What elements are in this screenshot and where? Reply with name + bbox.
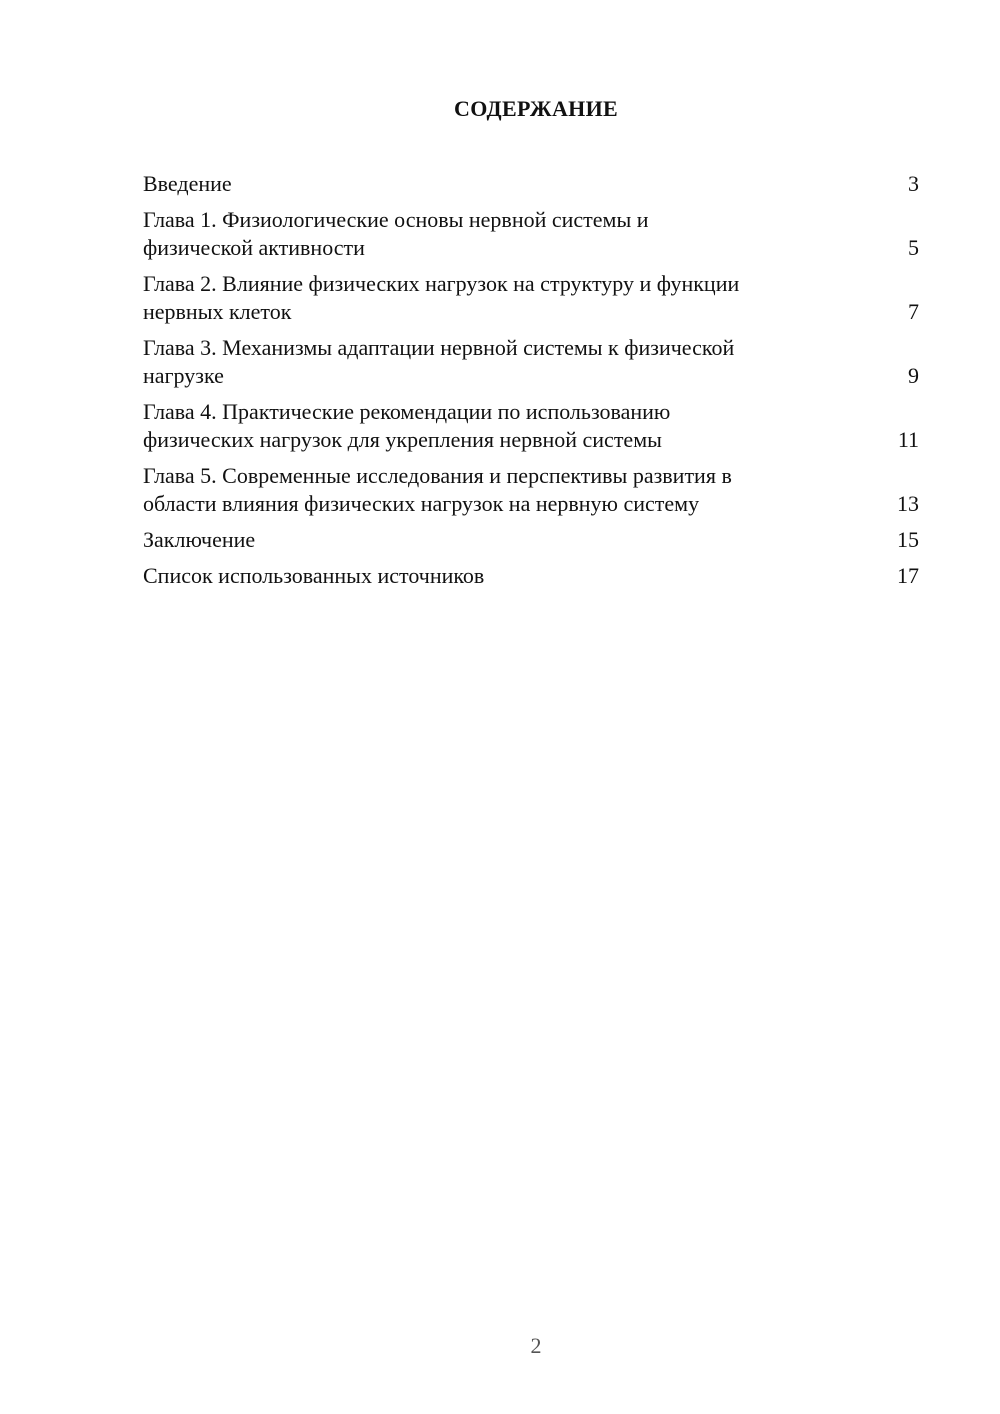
toc-entry-references bbox=[143, 562, 919, 590]
toc-entry-text: Глава 3. Механизмы адаптации нервной системы к физической нагрузке bbox=[143, 335, 735, 388]
toc-entry-page: 15 bbox=[897, 527, 919, 552]
toc-entry-chapter-5 bbox=[143, 462, 919, 518]
toc-entry-chapter-3 bbox=[143, 334, 919, 390]
toc-entry-text: Глава 1. Физиологические основы нервной системы и физической активности bbox=[143, 207, 649, 260]
toc-entry-text: Заключение bbox=[143, 527, 256, 552]
toc-entry-page: 9 bbox=[908, 363, 919, 388]
toc-entry-page: 5 bbox=[908, 235, 919, 260]
table-of-contents bbox=[143, 170, 919, 598]
toc-title: СОДЕРЖАНИЕ bbox=[454, 96, 618, 121]
toc-entry-text: Глава 4. Практические рекомендации по использованию физических нагрузок для укрепления нервной системы bbox=[143, 399, 671, 452]
toc-entry-conclusion bbox=[143, 526, 919, 554]
toc-entry-text: Глава 5. Современные исследования и перспективы развития в области влияния физических нагрузок на нервную систему bbox=[143, 463, 732, 516]
toc-entry-page: 17 bbox=[897, 563, 919, 588]
page-number: 2 bbox=[530, 1333, 542, 1358]
toc-entry-page: 11 bbox=[897, 427, 919, 452]
toc-entry-introduction bbox=[143, 170, 919, 198]
toc-entry-text: Введение bbox=[143, 171, 232, 196]
toc-entry-page: 7 bbox=[908, 299, 919, 324]
toc-entry-text: Глава 2. Влияние физических нагрузок на структуру и функции нервных клеток bbox=[143, 271, 740, 324]
toc-entry-text: Список использованных источников bbox=[143, 563, 485, 588]
toc-entry-chapter-1 bbox=[143, 206, 919, 262]
toc-entry-page: 3 bbox=[908, 171, 919, 196]
toc-entry-page: 13 bbox=[897, 491, 919, 516]
toc-entry-chapter-4 bbox=[143, 398, 919, 454]
toc-entry-chapter-2 bbox=[143, 270, 919, 326]
